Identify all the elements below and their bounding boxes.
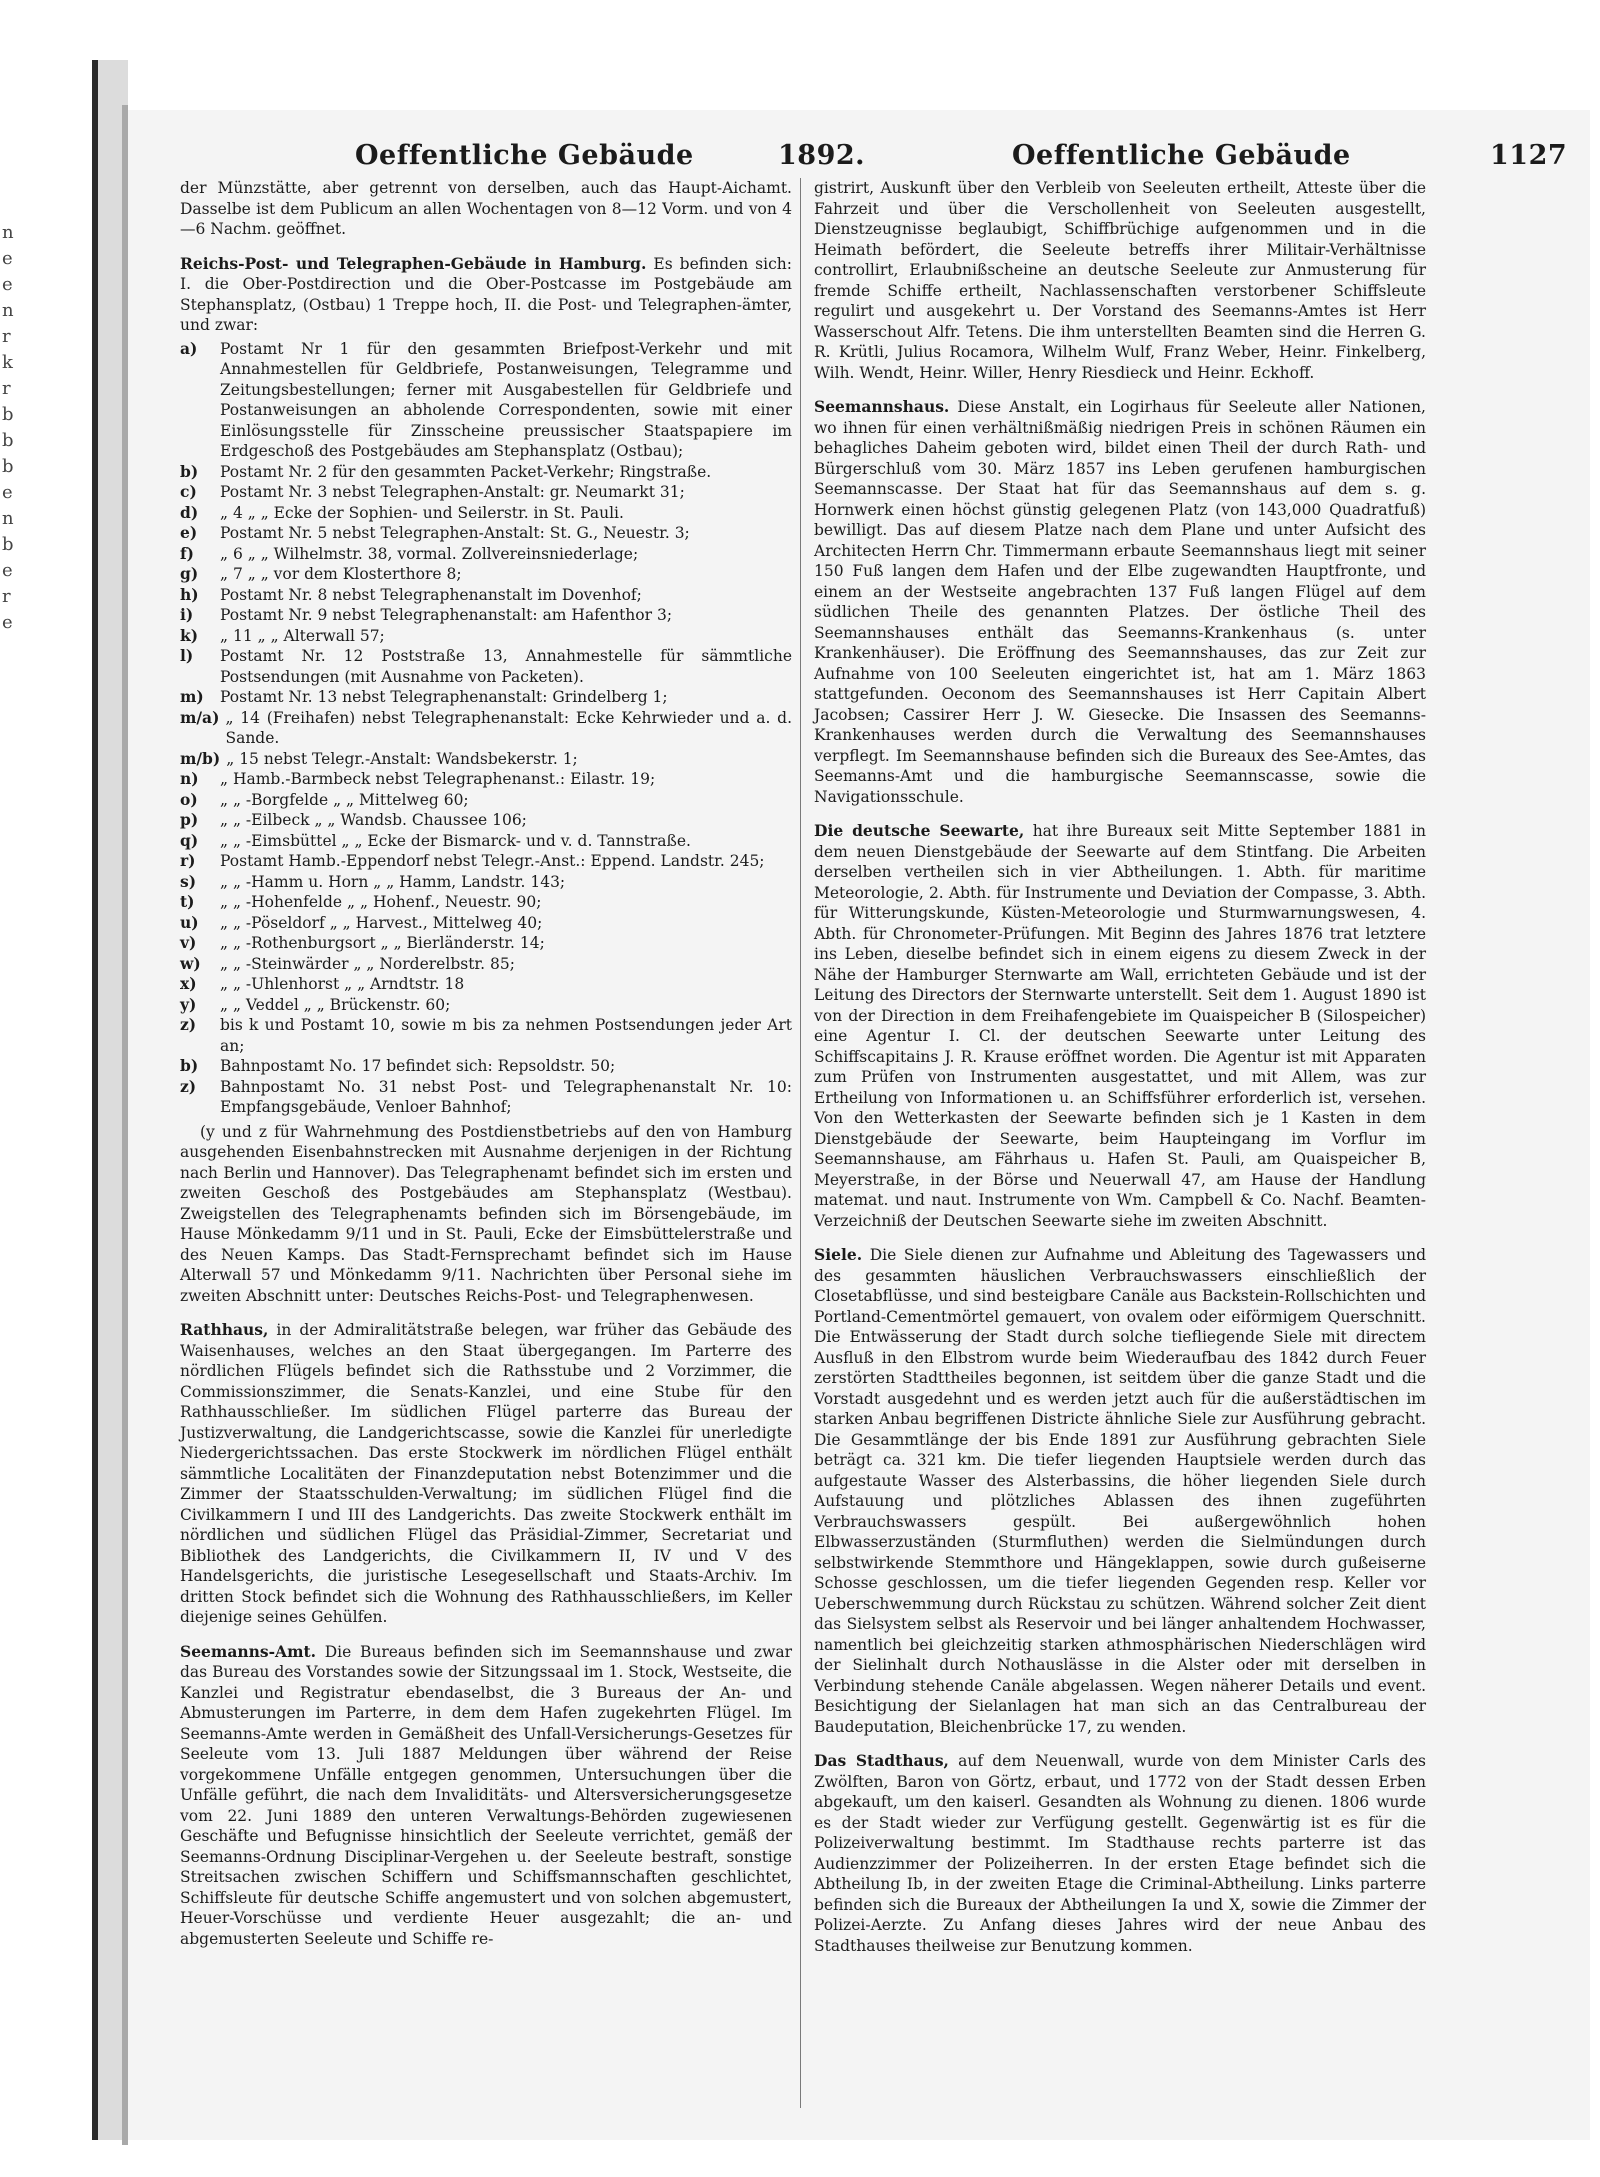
previous-page-letter: e bbox=[2, 560, 13, 581]
post-office-item bbox=[180, 626, 792, 647]
post-office-item bbox=[180, 831, 792, 852]
post-office-item bbox=[180, 851, 792, 872]
post-office-item bbox=[180, 503, 792, 524]
post-office-item-text: Postamt Nr. 9 nebst Telegraphenanstalt: am Hafenthor 3; bbox=[220, 606, 673, 624]
seewarte-section bbox=[814, 821, 1426, 1231]
stadthaus-title: Das Stadthaus, bbox=[814, 1751, 949, 1770]
post-office-item bbox=[180, 339, 792, 462]
post-office-item-text: „ „ -Hamm u. Horn „ „ Hamm, Landstr. 143; bbox=[220, 872, 566, 891]
previous-page-letters bbox=[2, 220, 22, 636]
post-office-item-text: „ „ -Eilbeck „ „ Wandsb. Chaussee 106; bbox=[220, 811, 527, 829]
post-office-item-label: m/a) bbox=[180, 707, 220, 727]
post-office-item-label: b) bbox=[180, 1056, 199, 1075]
post-office-item-text: Postamt Nr 1 für den gesammten Briefpost-Verkehr und mit Annahmestellen für Geldbriefe, Postanweisungen, Telegramme und Zeitungsbestellungen; ferner mit Ausgabestellen für Geldbriefe und Postanweisungen an abholende Correspondenten, sowie mit einer Einlösungsstelle für Zinsscheine preussischer Staatspapiere im Erdgeschoß des Postgebäudes am Stephansplatz (Ostbau); bbox=[220, 339, 792, 460]
post-office-item-label: r) bbox=[180, 851, 196, 870]
previous-page-letter: n bbox=[2, 508, 14, 529]
post-office-item bbox=[180, 933, 792, 954]
post-office-item bbox=[180, 708, 792, 749]
post-office-item-text: „ 7 „ „ vor dem Klosterthore 8; bbox=[220, 565, 462, 583]
previous-page-letter: e bbox=[2, 248, 13, 269]
post-note: (y und z für Wahrnehmung des Postdienstbetriebs auf den von Hamburg ausgehenden Eisenbahnstrecken mit Ausnahme derjenigen in der Richtung nach Berlin und Hannover). Das Telegraphenamt befindet sich im ersten und zweiten Geschoß des Postgebäudes am Stephansplatz (Westbau). Zweigstellen des Telegraphenamts befinden sich im Börsengebäude, im Hause Mönkedamm 9/11 und in St. Pauli, Ecke der Eimsbüttelerstraße und des Neuen Kamps. Das Stadt-Fernsprechamt befindet sich im Hause Alterwall 57 und Mönkedamm 9/11. Nachrichten über Personal siehe im zweiten Abschnitt unter: Deutsches Reichs-Post- und Telegraphenwesen. bbox=[180, 1122, 792, 1305]
column-divider bbox=[800, 178, 801, 2108]
post-office-item-label: w) bbox=[180, 953, 201, 973]
previous-page-letter: n bbox=[2, 300, 14, 321]
post-office-item-label: e) bbox=[180, 523, 198, 542]
post-office-item-text: „ 15 nebst Telegr.-Anstalt: Wandsbekerstr. 1; bbox=[226, 749, 578, 768]
siele-text: Die Siele dienen zur Aufnahme und Ableitung des Tagewassers und des gesammten häuslichen Verbrauchswassers einschließlich der Closetabflüsse, und sind besteigbare Canäle aus Backstein-Rollschichten und Portland-Cementmörtel gemauert, von ovalem oder eiförmigem Querschnitt. Die Entwässerung der Stadt durch solche tiefliegende Siele mit directem Ausfluß in den Elbstrom wurde beim Wiederaufbau des 1842 durch Feuer zerstörten Stadttheiles begonnen, ist seitdem über die ganze Stadt und die Vorstadt ausgedehnt und es werden jetzt auch für die außerstädtischen im starken Anbau begriffenen Districte ähnliche Siele zur Ausführung gebracht. Die Gesammtlänge der bis Ende 1891 zur Ausführung gebrachten Siele beträgt ca. 321 km. Die tiefer liegenden Hauptsiele werden durch das aufgestaute Wasser des Alsterbassins, die höher liegenden Siele durch Aufstauung und plötzliches Ablassen des ihnen zugeführten Verbrauchswassers gespült. Bei außergewöhnlich hohen Elbwasserzuständen (Sturmfluthen) werden die Sielmündungen durch selbstwirkende Stemmthore und Hängeklappen, sowie durch gußeiserne Schosse geschlossen, um die tiefer liegenden Gegenden resp. Keller vor Ueberschwemmung durch Rückstau zu schützen. Während solcher Zeit dient das Sielsystem selbst als Reservoir und bei länger anhaltendem Hochwasser, namentlich bei gleichzeitig starken athmosphärischen Niederschlägen wird der Sielinhalt durch Nothauslässe in die Alster oder mit derselben in Verbindung stehende Canäle abgelassen. Wegen näherer Details und event. Besichtigung der Sielanlagen hat man sich an das Centralbureau der Baudeputation, Bleichenbrücke 17, zu wenden. bbox=[814, 1246, 1426, 1736]
post-office-item-text: Bahnpostamt No. 31 nebst Post- und Telegraphenanstalt Nr. 10: Empfangsgebäude, Venloer Bahnhof; bbox=[220, 1077, 792, 1116]
post-office-item-label: c) bbox=[180, 482, 197, 501]
post-section bbox=[180, 254, 792, 336]
rathhaus-title: Rathhaus, bbox=[180, 1320, 269, 1339]
post-office-item bbox=[180, 646, 792, 687]
post-office-item bbox=[180, 1077, 792, 1118]
post-office-item bbox=[180, 1056, 792, 1077]
post-office-item-text: „ „ -Pöseldorf „ „ Harvest., Mittelweg 40; bbox=[220, 913, 543, 932]
previous-page-letter: e bbox=[2, 482, 13, 503]
post-office-item bbox=[180, 523, 792, 544]
post-office-item bbox=[180, 1015, 792, 1056]
post-office-item-text: „ „ -Uhlenhorst „ „ Arndtstr. 18 bbox=[220, 975, 465, 993]
running-header-right: Oeffentliche Gebäude bbox=[1012, 140, 1351, 171]
seemannsamt-section bbox=[180, 1642, 792, 1950]
post-office-item bbox=[180, 462, 792, 483]
post-office-item bbox=[180, 872, 792, 893]
post-office-item-label: g) bbox=[180, 564, 199, 583]
siele-title: Siele. bbox=[814, 1245, 863, 1264]
post-office-item-label: k) bbox=[180, 625, 199, 645]
post-office-item bbox=[180, 749, 792, 770]
post-office-item-label: d) bbox=[180, 502, 199, 522]
siele-section bbox=[814, 1245, 1426, 1737]
post-office-item-label: m) bbox=[180, 687, 204, 706]
post-office-item-text: „ „ -Hohenfelde „ „ Hohenf., Neuestr. 90; bbox=[220, 893, 542, 911]
post-office-item bbox=[180, 769, 792, 790]
post-office-item bbox=[180, 995, 792, 1016]
post-office-item bbox=[180, 605, 792, 626]
post-office-item-label: z) bbox=[180, 1076, 197, 1096]
post-office-item-text: „ „ -Rothenburgsort „ „ Bierländerstr. 14; bbox=[220, 934, 545, 952]
post-office-item bbox=[180, 687, 792, 708]
previous-page-letter: n bbox=[2, 222, 14, 243]
previous-page-letter: b bbox=[2, 456, 14, 477]
post-office-item-text: „ 11 „ „ Alterwall 57; bbox=[220, 626, 385, 645]
seemannsamt-title: Seemanns-Amt. bbox=[180, 1641, 317, 1661]
post-office-item bbox=[180, 544, 792, 565]
page-number: 1127 bbox=[1490, 140, 1568, 171]
post-office-item-label: p) bbox=[180, 810, 199, 829]
post-office-item-label: q) bbox=[180, 830, 199, 850]
post-office-item-label: b) bbox=[180, 461, 199, 481]
post-office-item bbox=[180, 482, 792, 503]
post-office-item-label: a) bbox=[180, 338, 198, 358]
post-office-item-text: „ „ Veddel „ „ Brückenstr. 60; bbox=[220, 995, 451, 1014]
seemannsamt-continued: gistrirt, Auskunft über den Verbleib von Seeleuten ertheilt, Atteste über die Fahrzeit und über die Verschollenheit von Seeleuten ausgestellt, Dienstzeugnisse beglaubigt, Schiffbrüchige aufgenommen und in die Heimath befördert, die Seeleute betreffs ihrer Militair-Verhältnisse controllirt, Erlaubnißscheine an deutsche Seeleute zur Anmusterung für fremde Schiffe ertheilt, Nachlassenschaften verstorbener Schiffsleute regulirt und ausgekehrt u. Der Vorstand des Seemanns-Amtes ist Herr Wasserschout Alfr. Tetens. Die ihm unterstellten Beamten sind die Herren G. R. Krütli, Julius Rocamora, Wilhelm Wulf, Franz Weber, Heinr. Finkelberg, Wilh. Wendt, Heinr. Willer, Henry Riesdieck und Heinr. Eckhoff. bbox=[814, 179, 1426, 382]
post-office-item-text: Postamt Nr. 3 nebst Telegraphen-Anstalt: gr. Neumarkt 31; bbox=[220, 483, 685, 501]
post-office-item-text: Bahnpostamt No. 17 befindet sich: Repsoldstr. 50; bbox=[220, 1057, 616, 1075]
post-office-item-label: m/b) bbox=[180, 748, 221, 768]
previous-page-letter: k bbox=[2, 352, 13, 373]
post-office-list bbox=[180, 339, 792, 1118]
post-office-item-text: „ Hamb.-Barmbeck nebst Telegraphenanst.: Eilastr. 19; bbox=[220, 770, 656, 788]
post-office-item-text: Postamt Nr. 13 nebst Telegraphenanstalt: Grindelberg 1; bbox=[220, 688, 668, 706]
post-office-item bbox=[180, 810, 792, 831]
post-office-item-label: s) bbox=[180, 871, 197, 891]
running-header-left: Oeffentliche Gebäude bbox=[355, 140, 694, 171]
rathhaus-section bbox=[180, 1320, 792, 1628]
post-office-item-label: y) bbox=[180, 994, 197, 1014]
running-header-year: 1892. bbox=[778, 140, 866, 171]
stadthaus-text: auf dem Neuenwall, wurde von dem Minister Carls des Zwölften, Baron von Görtz, erbaut, und 1772 von der Stadt dessen Erben abgekauft, um den kaiserl. Gesandten als Wohnung zu dienen. 1806 wurde es der Stadt wieder zur Verfügung gestellt. Gegenwärtig ist es für die Polizeiverwaltung bestimmt. Im Stadthause rechts parterre ist das Audienzzimmer der Polizeiherren. In der ersten Etage befindet sich die Abtheilung Ib, in der zweiten Etage die Criminal-Abtheilung. Links parterre befinden sich die Bureaux der Abtheilungen Ia und X, sowie die Zimmer der Polizei-Aerzte. Zu Anfang dieses Jahres wird der neue Anbau des Stadthauses theilweise zur Benutzung kommen. bbox=[814, 1752, 1427, 1955]
post-office-item-text: „ „ -Eimsbüttel „ „ Ecke der Bismarck- und v. d. Tannstraße. bbox=[220, 831, 691, 850]
post-office-item-text: Postamt Hamb.-Eppendorf nebst Telegr.-Anst.: Eppend. Landstr. 245; bbox=[220, 852, 765, 870]
post-office-item bbox=[180, 913, 792, 934]
post-office-item-label: t) bbox=[180, 892, 195, 911]
post-office-item bbox=[180, 585, 792, 606]
post-office-item-label: o) bbox=[180, 789, 198, 809]
post-office-item-label: n) bbox=[180, 769, 199, 788]
left-column bbox=[180, 178, 792, 1952]
right-column bbox=[814, 178, 1426, 1959]
post-office-item bbox=[180, 974, 792, 995]
post-office-item bbox=[180, 564, 792, 585]
post-office-item-text: „ 6 „ „ Wilhelmstr. 38, vormal. Zollvereinsniederlage; bbox=[220, 544, 639, 563]
post-office-item-text: „ 4 „ „ Ecke der Sophien- und Seilerstr. in St. Pauli. bbox=[220, 503, 624, 522]
previous-page-letter: r bbox=[2, 326, 11, 347]
post-office-item-text: „ 14 (Freihafen) nebst Telegraphenanstalt: Ecke Kehrwieder und a. d. Sande. bbox=[225, 708, 792, 747]
stadthaus-section bbox=[814, 1751, 1426, 1956]
seemannshaus-section bbox=[814, 397, 1426, 807]
post-office-item-label: u) bbox=[180, 912, 199, 932]
post-office-item bbox=[180, 954, 792, 975]
seemannsamt-text: Die Bureaus befinden sich im Seemannshause und zwar das Bureau des Vorstandes sowie der Sitzungssaal im 1. Stock, Westseite, die Kanzlei und Registratur ebendaselbst, die 3 Bureaus der An- und Abmusterungen im Parterre, in dem dem Hafen zugekehrten Flügel. Im Seemanns-Amte werden in Gemäßheit des Unfall-Versicherungs-Gesetzes für Seeleute vom 13. Juli 1887 Meldungen über während der Reise vorgekommene Unfälle entgegen genommen, Untersuchungen über die Unfälle geführt, die nach dem Invaliditäts- und Altersversicherungsgesetze vom 22. Juni 1889 den unteren Verwaltungs-Behörden zugewiesenen Geschäfte und Befugnisse hinsichtlich der Seeleute verrichtet, gemäß der Seemanns-Ordnung Disciplinar-Vergehen u. der Seeleute bestraft, sonstige Streitsachen zwischen Schiffern und Schiffsmannschaften geschlichtet, Schiffsleute für deutsche Schiffe angemustert und von solchen abgemustert, Heuer-Vorschüsse und verdiente Heuer ausgezahlt; die an- und abgemusterten Seeleute und Schiffe re- bbox=[180, 1642, 793, 1948]
post-office-item-label: f) bbox=[180, 543, 195, 563]
rathhaus-text: in der Admiralitätstraße belegen, war früher das Gebäude des Waisenhauses, welches an den Staat übergegangen. Im Parterre des nördlichen Flügels befindet sich die Rathsstube und 2 Vorzimmer, die Commissionszimmer, die Senats-Kanzlei, und eine Stube für den Rathhausschließer. Im südlichen Flügel parterre das Bureau der Justizverwaltung, die Landgerichtscasse, sowie die Kanzlei für unerledigte Niedergerichtssachen. Das erste Stockwerk im nördlichen Flügel enthält sämmtliche Localitäten der Finanzdeputation nebst Botenzimmer und die Zimmer der Staatsschulden-Verwaltung; im südlichen Flügel find die Civilkammern I und III des Landgerichts. Das zweite Stockwerk enthält im nördlichen und südlichen Flügel das Präsidial-Zimmer, Secretariat und Bibliothek des Landgerichts, die Civilkammern II, IV und V des Handelsgerichts, die juristische Lesegesellschaft und Staats-Archiv. Im dritten Stock befindet sich die Wohnung des Rathhausschließers, im Keller diejenige seines Gehülfen. bbox=[180, 1321, 792, 1626]
mint-intro: der Münzstätte, aber getrennt von derselben, auch das Haupt-Aichamt. Dasselbe ist dem Publicum an allen Wochentagen von 8—12 Vorm. und von 4—6 Nachm. geöffnet. bbox=[180, 179, 792, 238]
seewarte-title: Die deutsche Seewarte, bbox=[814, 821, 1025, 840]
post-office-item-text: bis k und Postamt 10, sowie m bis za nehmen Postsendungen jeder Art an; bbox=[220, 1016, 792, 1055]
previous-page-letter: r bbox=[2, 378, 11, 399]
seemannshaus-title: Seemannshaus. bbox=[814, 397, 950, 416]
post-office-item-text: „ „ -Steinwärder „ „ Norderelbstr. 85; bbox=[220, 954, 515, 973]
post-section-title: Reichs-Post- und Telegraphen-Gebäude in Hamburg. bbox=[180, 253, 647, 273]
post-office-item-label: x) bbox=[180, 974, 197, 993]
previous-page-letter: r bbox=[2, 586, 11, 607]
previous-page-strip bbox=[0, 60, 92, 2140]
post-office-item bbox=[180, 790, 792, 811]
post-office-item-text: Postamt Nr. 2 für den gesammten Packet-Verkehr; Ringstraße. bbox=[220, 462, 712, 481]
post-office-item-text: „ „ -Borgfelde „ „ Mittelweg 60; bbox=[220, 790, 469, 809]
post-office-item bbox=[180, 892, 792, 913]
page-gutter bbox=[92, 60, 98, 2140]
post-office-item-text: Postamt Nr. 5 nebst Telegraphen-Anstalt: St. G., Neuestr. 3; bbox=[220, 524, 690, 542]
previous-page-letter: e bbox=[2, 274, 13, 295]
post-section-intro: Es befinden sich: I. die Ober-Postdirection und die Ober-Postcasse im Postgebäude am Stephansplatz, (Ostbau) 1 Treppe hoch, II. die Post- und Telegraphen-ämter, und zwar: bbox=[180, 254, 792, 334]
post-office-item-text: Postamt Nr. 8 nebst Telegraphenanstalt im Dovenhof; bbox=[220, 585, 642, 604]
previous-page-letter: b bbox=[2, 534, 14, 555]
post-office-item-label: z) bbox=[180, 1015, 197, 1034]
post-office-item-label: v) bbox=[180, 933, 197, 952]
post-office-item-label: h) bbox=[180, 584, 199, 604]
post-office-item-label: l) bbox=[180, 646, 194, 665]
seemannshaus-text: Diese Anstalt, ein Logirhaus für Seeleute aller Nationen, wo ihnen für einen verhältnißmäßig niedrigen Preis in schönen Räumen ein behagliches Daheim geboten wird, bildet einen Theil der durch Rath- und Bürgerschluß vom 30. März 1857 ins Leben gerufenen hamburgischen Seemannscasse. Der Staat hat für das Seemannshaus auf dem s. g. Hornwerk einen höchst günstig gelegenen Platz (von 143,000 Quadratfuß) bewilligt. Das auf diesem Platze nach dem Plane und unter Aufsicht des Architecten Herrn Chr. Timmermann erbaute Seemannshaus liegt mit seiner 150 Fuß langen dem Hafen und der Elbe zugewandten Hauptfronte, und einem an der Westseite angebrachten 137 Fuß langen Flügel auf dem südlichen Theile des genannten Platzes. Der östliche Theil des Seemannshauses enthält das Seemanns-Krankenhaus (s. unter Krankenhäuser). Die Eröffnung des Seemannshauses, das zur Zeit zur Aufnahme von 100 Seeleuten eingerichtet ist, hat am 1. März 1863 stattgefunden. Oeconom des Seemannshauses ist Herr Capitain Albert Jacobsen; Cassirer Herr J. W. Giesecke. Die Insassen des Seemanns-Krankenhauses werden durch die Verwaltung des Seemannshauses verpflegt. Im Seemannshause befinden sich die Bureaux des See-Amtes, das Seemanns-Amt und die hamburgische Seemannscasse, sowie die Navigationsschule. bbox=[814, 398, 1426, 806]
previous-page-letter: b bbox=[2, 404, 14, 425]
previous-page-letter: b bbox=[2, 430, 14, 451]
seewarte-text: hat ihre Bureaux seit Mitte September 1881 in dem neuen Dienstgebäude der Seewarte auf dem Stintfang. Die Arbeiten derselben vertheilen sich in vier Abtheilungen. 1. Abth. für maritime Meteorologie, 2. Abth. für Instrumente und Deviation der Compasse, 3. Abth. für Witterungskunde, Küsten-Meteorologie und Sturmwarnungswesen, 4. Abth. für Chronometer-Prüfungen. Mit Beginn des Jahres 1876 trat letztere ins Leben, dieselbe befindet sich in einem eigens zu diesem Zweck in der Nähe der Hamburger Sternwarte am Wall, errichteten Gebäude und ist der Leitung des Directors der Sternwarte unterstellt. Seit dem 1. August 1890 ist von der Direction in dem Freihafengebiete im Quaispeicher B (Silospeicher) eine Agentur I. Cl. der deutschen Seewarte unter Leitung des Schiffscapitains J. R. Krause eröffnet worden. Die Agentur ist mit Apparaten zum Prüfen von Instrumenten ausgestattet, und mit Allem, was zur Ertheilung von Informationen u. an Schiffsführer erforderlich ist, versehen. Von den Wetterkasten der Seewarte befinden sich je 1 Kasten in dem Dienstgebäude der Seewarte, beim Haupteingang im Vorflur im Seemannshause, am Fährhaus u. Hafen St. Pauli, am Quaispeicher B, Meyerstraße, in der Börse und Neuerwall 47, am Hause der Handlung matemat. und naut. Instrumente von Wm. Campbell & Co. Nachf. Beamten-Verzeichniß der Deutschen Seewarte siehe im zweiten Abschnitt. bbox=[814, 822, 1426, 1230]
post-office-item-label: i) bbox=[180, 605, 194, 624]
previous-page-letter: e bbox=[2, 612, 13, 633]
post-office-item-text: Postamt Nr. 12 Poststraße 13, Annahmestelle für sämmtliche Postsendungen (mit Ausnahme von Packeten). bbox=[220, 647, 792, 686]
